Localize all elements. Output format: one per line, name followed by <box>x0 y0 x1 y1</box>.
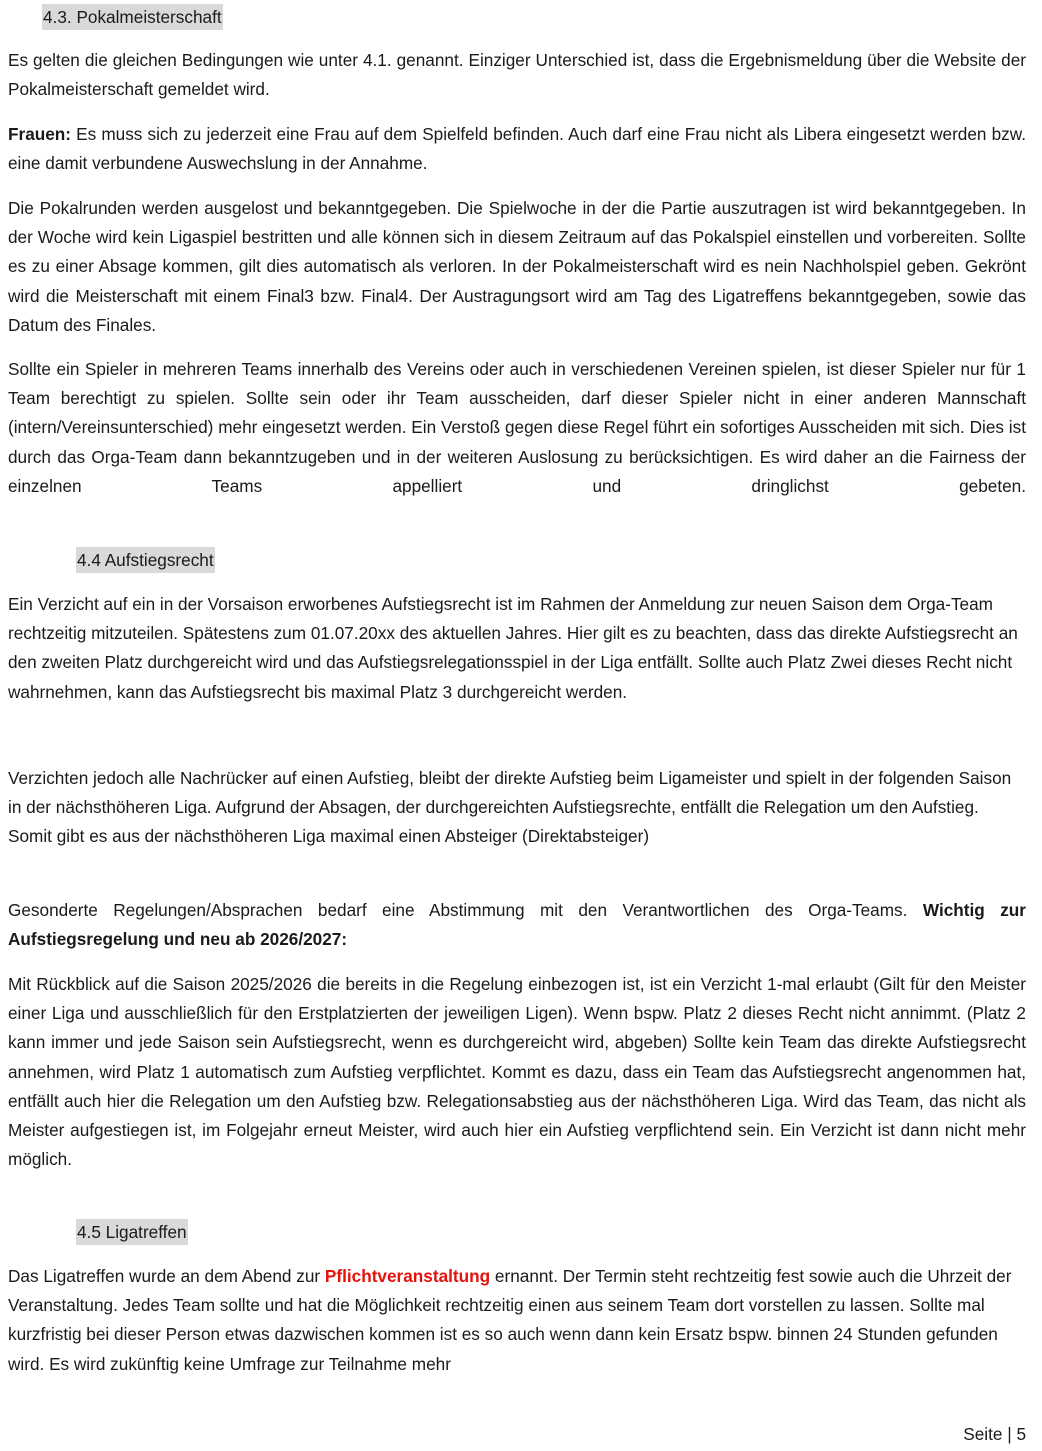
paragraph-4-3-1: Es gelten die gleichen Bedingungen wie unter 4.1. genannt. Einziger Unterschied ist, dass die Ergebnismeldung über die Website der Pokalmeisterschaft gemeldet wird. <box>8 50 1026 100</box>
page-number: Seite | 5 <box>963 1424 1026 1444</box>
paragraph-4-4-3-text: Gesonderte Regelungen/Absprachen bedarf eine Abstimmung mit den Verantwortlichen des Orga-Teams. <box>8 900 908 920</box>
paragraph-4-3-3: Die Pokalrunden werden ausgelost und bekanntgegeben. Die Spielwoche in der die Partie auszutragen ist wird bekanntgegeben. In der Woche wird kein Ligaspiel bestritten und alle können sich in diesem Zeitraum auf das Pokalspiel einstellen und vorbereiten. Sollte es zu einer Absage kommen, gilt dies automatisch als verloren. In der Pokalmeisterschaft wird es nein Nachholspiel geben. Gekrönt wird die Meisterschaft mit einem Final3 bzw. Final4. Der Austragungsort wird am Tag des Ligatreffens bekanntgegeben, sowie das Datum des Finales. <box>8 198 1026 335</box>
section-heading-4-3: 4.3. Pokalmeisterschaft <box>42 4 223 30</box>
paragraph-4-4-2: Verzichten jedoch alle Nachrücker auf einen Aufstieg, bleibt der direkte Aufstieg beim Ligameister und spielt in der folgenden Saison in der nächsthöheren Liga. Aufgrund der Absagen, der durchgereichten Aufstiegsrechte, entfällt die Relegation um den Aufstieg. Somit gibt es aus der nächsthöheren Liga maximal einen Absteiger (Direktabsteiger) <box>8 768 1012 847</box>
bold-note-aufstiegsregelung: Wichtig zur Aufstiegsregelung und neu ab 2026/2027: <box>8 900 1026 950</box>
paragraph-4-4-4: Mit Rückblick auf die Saison 2025/2026 die bereits in die Regelung einbezogen ist, ist ein Verzicht 1-mal erlaubt (Gilt für den Meister einer Liga und ausschließlich für den Erstplatzierten der jeweiligen Ligen). Wenn bspw. Platz 2 dieses Recht nicht annimmt. (Platz 2 kann immer und jede Saison sein Aufstiegsrecht, wenn es durchgereicht wird, abgeben) Sollte kein Team das direkte Aufstiegsrecht annehmen, wird Platz 1 automatisch zum Aufstieg verpflichtet. Kommt es dazu, dass ein Team das Aufstiegsrecht angenommen hat, entfällt auch hier die Relegation um den Aufstieg bzw. Relegationsabstieg aus der nächsthöheren Liga. Wird das Team, das nicht als Meister aufgestiegen ist, im Folgejahr erneut Meister, wird auch hier ein Aufstieg verpflichtend sein. Ein Verzicht ist dann nicht mehr möglich. <box>8 974 1026 1170</box>
paragraph-4-3-2-text: Es muss sich zu jederzeit eine Frau auf dem Spielfeld befinden. Auch darf eine Frau nicht als Libera eingesetzt werden bzw. eine damit verbundene Auswechslung in der Annahme. <box>8 124 1026 174</box>
paragraph-4-4-3 <box>8 896 1026 954</box>
section-heading-4-5: 4.5 Ligatreffen <box>76 1219 188 1245</box>
highlight-pflichtveranstaltung: Pflichtveranstaltung <box>324 1266 491 1286</box>
bold-label-frauen: Frauen: <box>8 124 72 144</box>
paragraph-4-5-1-text-a: Das Ligatreffen wurde an dem Abend zur <box>8 1266 325 1286</box>
paragraph-4-4-1: Ein Verzicht auf ein in der Vorsaison erworbenes Aufstiegsrecht ist im Rahmen der Anmeldung zur neuen Saison dem Orga-Team rechtzeitig mitzuteilen. Spätestens zum 01.07.20xx des aktuellen Jahres. Hier gilt es zu beachten, dass das direkte Aufstiegsrecht an den zweiten Platz durchgereicht wird und das Aufstiegsrelegationsspiel in der Liga entfällt. Sollte auch Platz Zwei dieses Recht nicht wahrnehmen, kann das Aufstiegsrecht bis maximal Platz 3 durchgereicht werden. <box>8 594 1018 702</box>
paragraph-4-3-2 <box>8 120 1026 178</box>
paragraph-4-3-4: Sollte ein Spieler in mehreren Teams innerhalb des Vereins oder auch in verschiedenen Vereinen spielen, ist dieser Spieler nur für 1 Team berechtigt zu spielen. Sollte sein oder ihr Team ausscheiden, darf dieser Spieler nicht in einer anderen Mannschaft (intern/Vereinsunterschied) mehr eingesetzt werden. Ein Verstoß gegen diese Regel führt ein sofortiges Ausscheiden mit sich. Dies ist durch das Orga-Team dann bekanntzugeben und in der weiteren Auslosung zu berücksichtigen. Es wird daher an die Fairness der einzelnen Teams appelliert und dringlichst gebeten. <box>8 359 1026 496</box>
section-heading-4-4: 4.4 Aufstiegsrecht <box>76 547 215 573</box>
paragraph-4-5-1 <box>8 1262 1026 1379</box>
paragraph-4-5-1-text-b: ernannt. Der Termin steht rechtzeitig fest sowie auch die Uhrzeit der Veranstaltung. Jedes Team sollte und hat die Möglichkeit rechtzeitig einen aus seinem Team dort vorstellen zu lassen. Sollte mal kurzfristig bei dieser Person etwas dazwischen kommen ist es so auch wenn dann kein Ersatz bspw. binnen 24 Stunden gefunden wird. Es wird zukünftig keine Umfrage zur Teilnahme mehr <box>8 1266 1012 1374</box>
